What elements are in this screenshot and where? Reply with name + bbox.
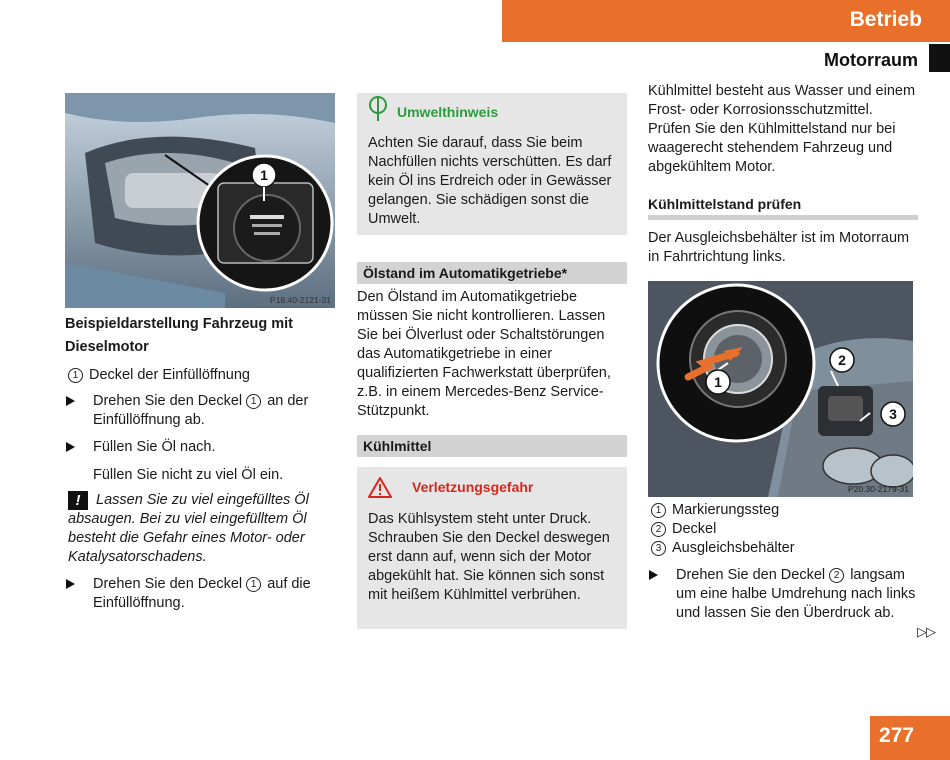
environment-text: Achten Sie darauf, dass Sie beim Nachfüllen nichts verschütten. Es darf kein Öl ins Erdreich oder in Gewässer gelangen. Sie schädigen sonst die Umwelt. (368, 135, 612, 227)
atf-text: Den Ölstand im Automatikgetriebe müssen Sie nicht kontrollieren. Lassen Sie bei Ölverlust oder Schaltstörungen das Automatikgetriebe in einer qualifizierten Fachwerkstatt überprüfen, z.B. in einem Mercedes-Benz Service-Stützpunkt. (357, 289, 611, 419)
injury-warning-text: Das Kühlsystem steht unter Druck. Schrauben Sie den Deckel deswegen erst dann auf, wenn sich der Motor abgekühlt hat. Sie können sich sonst mit heißem Kühlmittel verbrühen. (368, 511, 610, 603)
bullet-arrow-icon (66, 396, 75, 406)
legend-item (68, 366, 336, 385)
legend-text: Markierungssteg (672, 502, 780, 518)
legend-item (651, 520, 919, 539)
legend-number: 3 (651, 541, 666, 556)
step-release-pressure: Drehen Sie den Deckel 2 langsam um eine halbe Umdrehung nach links und lassen Sie den Überdruck ab. (649, 566, 919, 623)
legend-number: 1 (68, 368, 83, 383)
legend-text: Deckel der Einfüllöffnung (89, 367, 250, 383)
photo-marker-1: 1 (260, 167, 268, 183)
inline-ref-number: 1 (246, 394, 261, 409)
legend-item (651, 501, 919, 520)
legend-text: Ausgleichsbehälter (672, 540, 795, 556)
photo-marker-1: 1 (714, 374, 722, 390)
bullet-arrow-icon (66, 442, 75, 452)
engine-photo (65, 93, 335, 308)
coolant-heading: Kühlmittel (357, 435, 627, 457)
photo-caption (65, 313, 335, 359)
inline-ref-number: 1 (246, 577, 261, 592)
legend-number: 2 (651, 522, 666, 537)
bullet-arrow-icon (66, 579, 75, 589)
step-screw-cap: Drehen Sie den Deckel 1 auf die Einfüllöffnung. (66, 575, 336, 613)
step-unscrew-cap: Drehen Sie den Deckel 1 an der Einfüllöffnung ab. (66, 392, 336, 430)
environment-title: Umwelthinweis (397, 104, 499, 120)
coolant-tank-illustration (648, 281, 913, 497)
photo-reference: P18.40-2121-31 (270, 295, 331, 305)
environment-notice (357, 93, 627, 235)
injury-warning-title: Verletzungsgefahr (412, 479, 534, 495)
section-marker (929, 44, 950, 72)
warning-exclamation-icon: ! (68, 491, 88, 510)
step-add-oil: Füllen Sie Öl nach. (66, 438, 336, 457)
photo-reference: P20.30-2179-31 (848, 484, 909, 494)
legend-number: 1 (651, 503, 666, 518)
coolant-intro: Kühlmittel besteht aus Wasser und einem Frost- oder Korrosionsschutzmittel. Prüfen Sie den Kühlmittelstand nur bei waagerecht stehendem Fahrzeug und abgekühltem Motor. (648, 83, 916, 175)
injury-warning (357, 467, 627, 629)
inline-ref-number: 2 (829, 568, 844, 583)
chapter-title: Betrieb (849, 8, 922, 31)
photo-marker-3: 3 (889, 406, 897, 422)
coolant-tank-photo (648, 281, 913, 497)
continued-next-page-icon: ▷▷ (917, 624, 935, 639)
damage-warning (68, 491, 338, 567)
engine-photo-illustration (65, 93, 335, 308)
warning-triangle-icon (367, 476, 393, 499)
photo-caption-text: Beispieldarstellung Fahrzeug mit Dieselmotor (65, 316, 294, 355)
page-number: 277 (870, 716, 950, 760)
legend-item (651, 539, 919, 558)
legend-text: Deckel (672, 521, 717, 537)
damage-warning-text: Lassen Sie zu viel eingefülltes Öl absaugen. Bei zu viel eingefülltem Öl besteht die Gefahr eines Motor- oder Katalysatorschadens. (68, 492, 309, 565)
overfill-note: Füllen Sie nicht zu viel Öl ein. (93, 467, 284, 483)
section-title: Motorraum (824, 50, 918, 70)
leaf-icon (367, 95, 389, 123)
photo-marker-2: 2 (838, 352, 846, 368)
atf-heading: Ölstand im Automatikgetriebe* (357, 262, 627, 284)
coolant-check-text: Der Ausgleichsbehälter ist im Motorraum in Fahrtrichtung links. (648, 230, 910, 265)
bullet-arrow-icon (649, 570, 658, 580)
coolant-check-heading: Kühlmittelstand prüfen (648, 196, 918, 220)
